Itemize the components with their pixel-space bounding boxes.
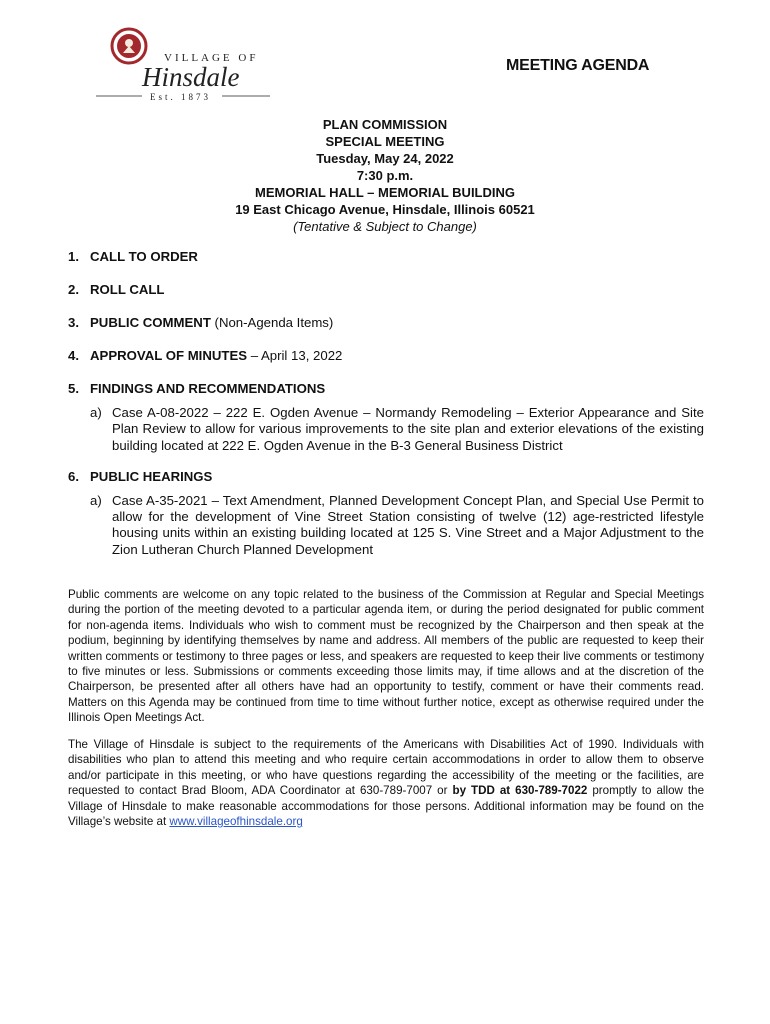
agenda-sub-item [68,405,704,454]
agenda-item-title: ROLL CALL [90,282,165,297]
ada-paragraph [68,737,704,829]
agenda-item-number: 5. [68,381,79,396]
agenda-item [68,248,704,265]
agenda-item-number: 3. [68,315,79,330]
sub-item-letter: a) [90,405,102,420]
agenda-list [68,248,704,558]
logo-name: Hinsdale [142,62,240,92]
sub-item-letter: a) [90,492,102,508]
sub-item-text: Case A-08-2022 – 222 E. Ogden Avenue – Normandy Remodeling – Exterior Appearance and Site Plan Review to allow for various improvements to the site plan and exterior elevations of the existing building located at 222 E. Ogden Avenue in the B-3 General Business District [112,405,704,453]
agenda-item-title: PUBLIC HEARINGS [90,468,213,484]
ada-text-part1: The Village of Hinsdale is subject to the requirements of the Americans with Disabilities Act of 1990. Individuals with disabilities who plan to attend this meeting and who require certain accommodations in order to allow them to observe and/or participate in this meeting, or who have questions regarding the accessibility of the meeting or the facilities, are requested to contact Brad Bloom, ADA Coordinator at 630-789-7007 or [68,738,704,798]
ada-tdd: by TDD at 630-789-7022 [452,784,588,798]
agenda-item [68,347,704,364]
agenda-sub-item [68,493,704,558]
seal-figure-head [125,39,133,47]
meeting-date: Tuesday, May 24, 2022 [316,151,454,166]
village-logo [96,26,278,104]
agenda-item-title: PUBLIC COMMENT [90,315,211,330]
agenda-item-title: CALL TO ORDER [90,249,198,264]
agenda-item-title: FINDINGS AND RECOMMENDATIONS [90,381,326,396]
agenda-item-title: APPROVAL OF MINUTES [90,348,248,363]
public-comment-paragraph: Public comments are welcome on any topic related to the business of the Commission at Regular and Special Meetings during the portion of the meeting devoted to a particular agenda item, or during the period designated for public comment for non-agenda items. Individuals who wish to comment must be recognized by the Chairperson and then speak at the podium, beginning by identifying themselves by name and address. All members of the public are requested to keep their written comments or testimony to three pages or less, and speakers are requested to keep their live comments or testimony to five minutes or less. Submissions or comments exceeding those limits may, if time allows and at the discretion of the Chairperson, be presented after all others have had an opportunity to testify, comment or have their comments read. Matters on this Agenda may be continued from time to time without further notice, except as otherwise required under the Illinois Open Meetings Act. [68,588,704,725]
meeting-time: 7:30 p.m. [356,168,414,183]
logo-established: Est. 1873 [150,92,212,102]
ada-text-part2: promptly to allow the Village of Hinsdale to make reasonable accommodations for those persons. Additional information may be found on the Village’s website at [68,784,705,829]
meeting-location: MEMORIAL HALL – MEMORIAL BUILDING [255,185,515,200]
agenda-item-number: 1. [68,249,79,264]
meeting-type: SPECIAL MEETING [325,134,445,149]
sub-item-text: Case A-35-2021 – Text Amendment, Planned Development Concept Plan, and Special Use Permit to allow for the development of Vine Street Station consisting of twelve (12) age-restricted lifestyle housing units within an existing building located at 125 S. Vine Street and a Major Adjustment to the Zion Lutheran Church Planned Development [112,492,704,557]
agenda-item-number: 4. [68,348,79,363]
document-title: MEETING AGENDA [506,57,650,74]
agenda-item-suffix: – April 13, 2022 [247,348,343,363]
logo-village-of: VILLAGE OF [164,52,259,64]
agenda-item-number: 2. [68,282,79,297]
agenda-item [68,281,704,298]
meeting-note: (Tentative & Subject to Change) [293,219,477,234]
village-seal-logo [96,26,278,104]
village-website-link[interactable]: www.villageofhinsdale.org [169,815,303,829]
agenda-item [68,380,704,454]
meeting-body: PLAN COMMISSION [322,117,448,132]
agenda-item [68,314,704,331]
agenda-item-suffix: (Non-Agenda Items) [210,315,334,330]
agenda-item [68,468,704,558]
meeting-address: 19 East Chicago Avenue, Hinsdale, Illinois 60521 [235,202,535,217]
agenda-item-number: 6. [68,468,79,484]
meeting-header [0,116,770,235]
